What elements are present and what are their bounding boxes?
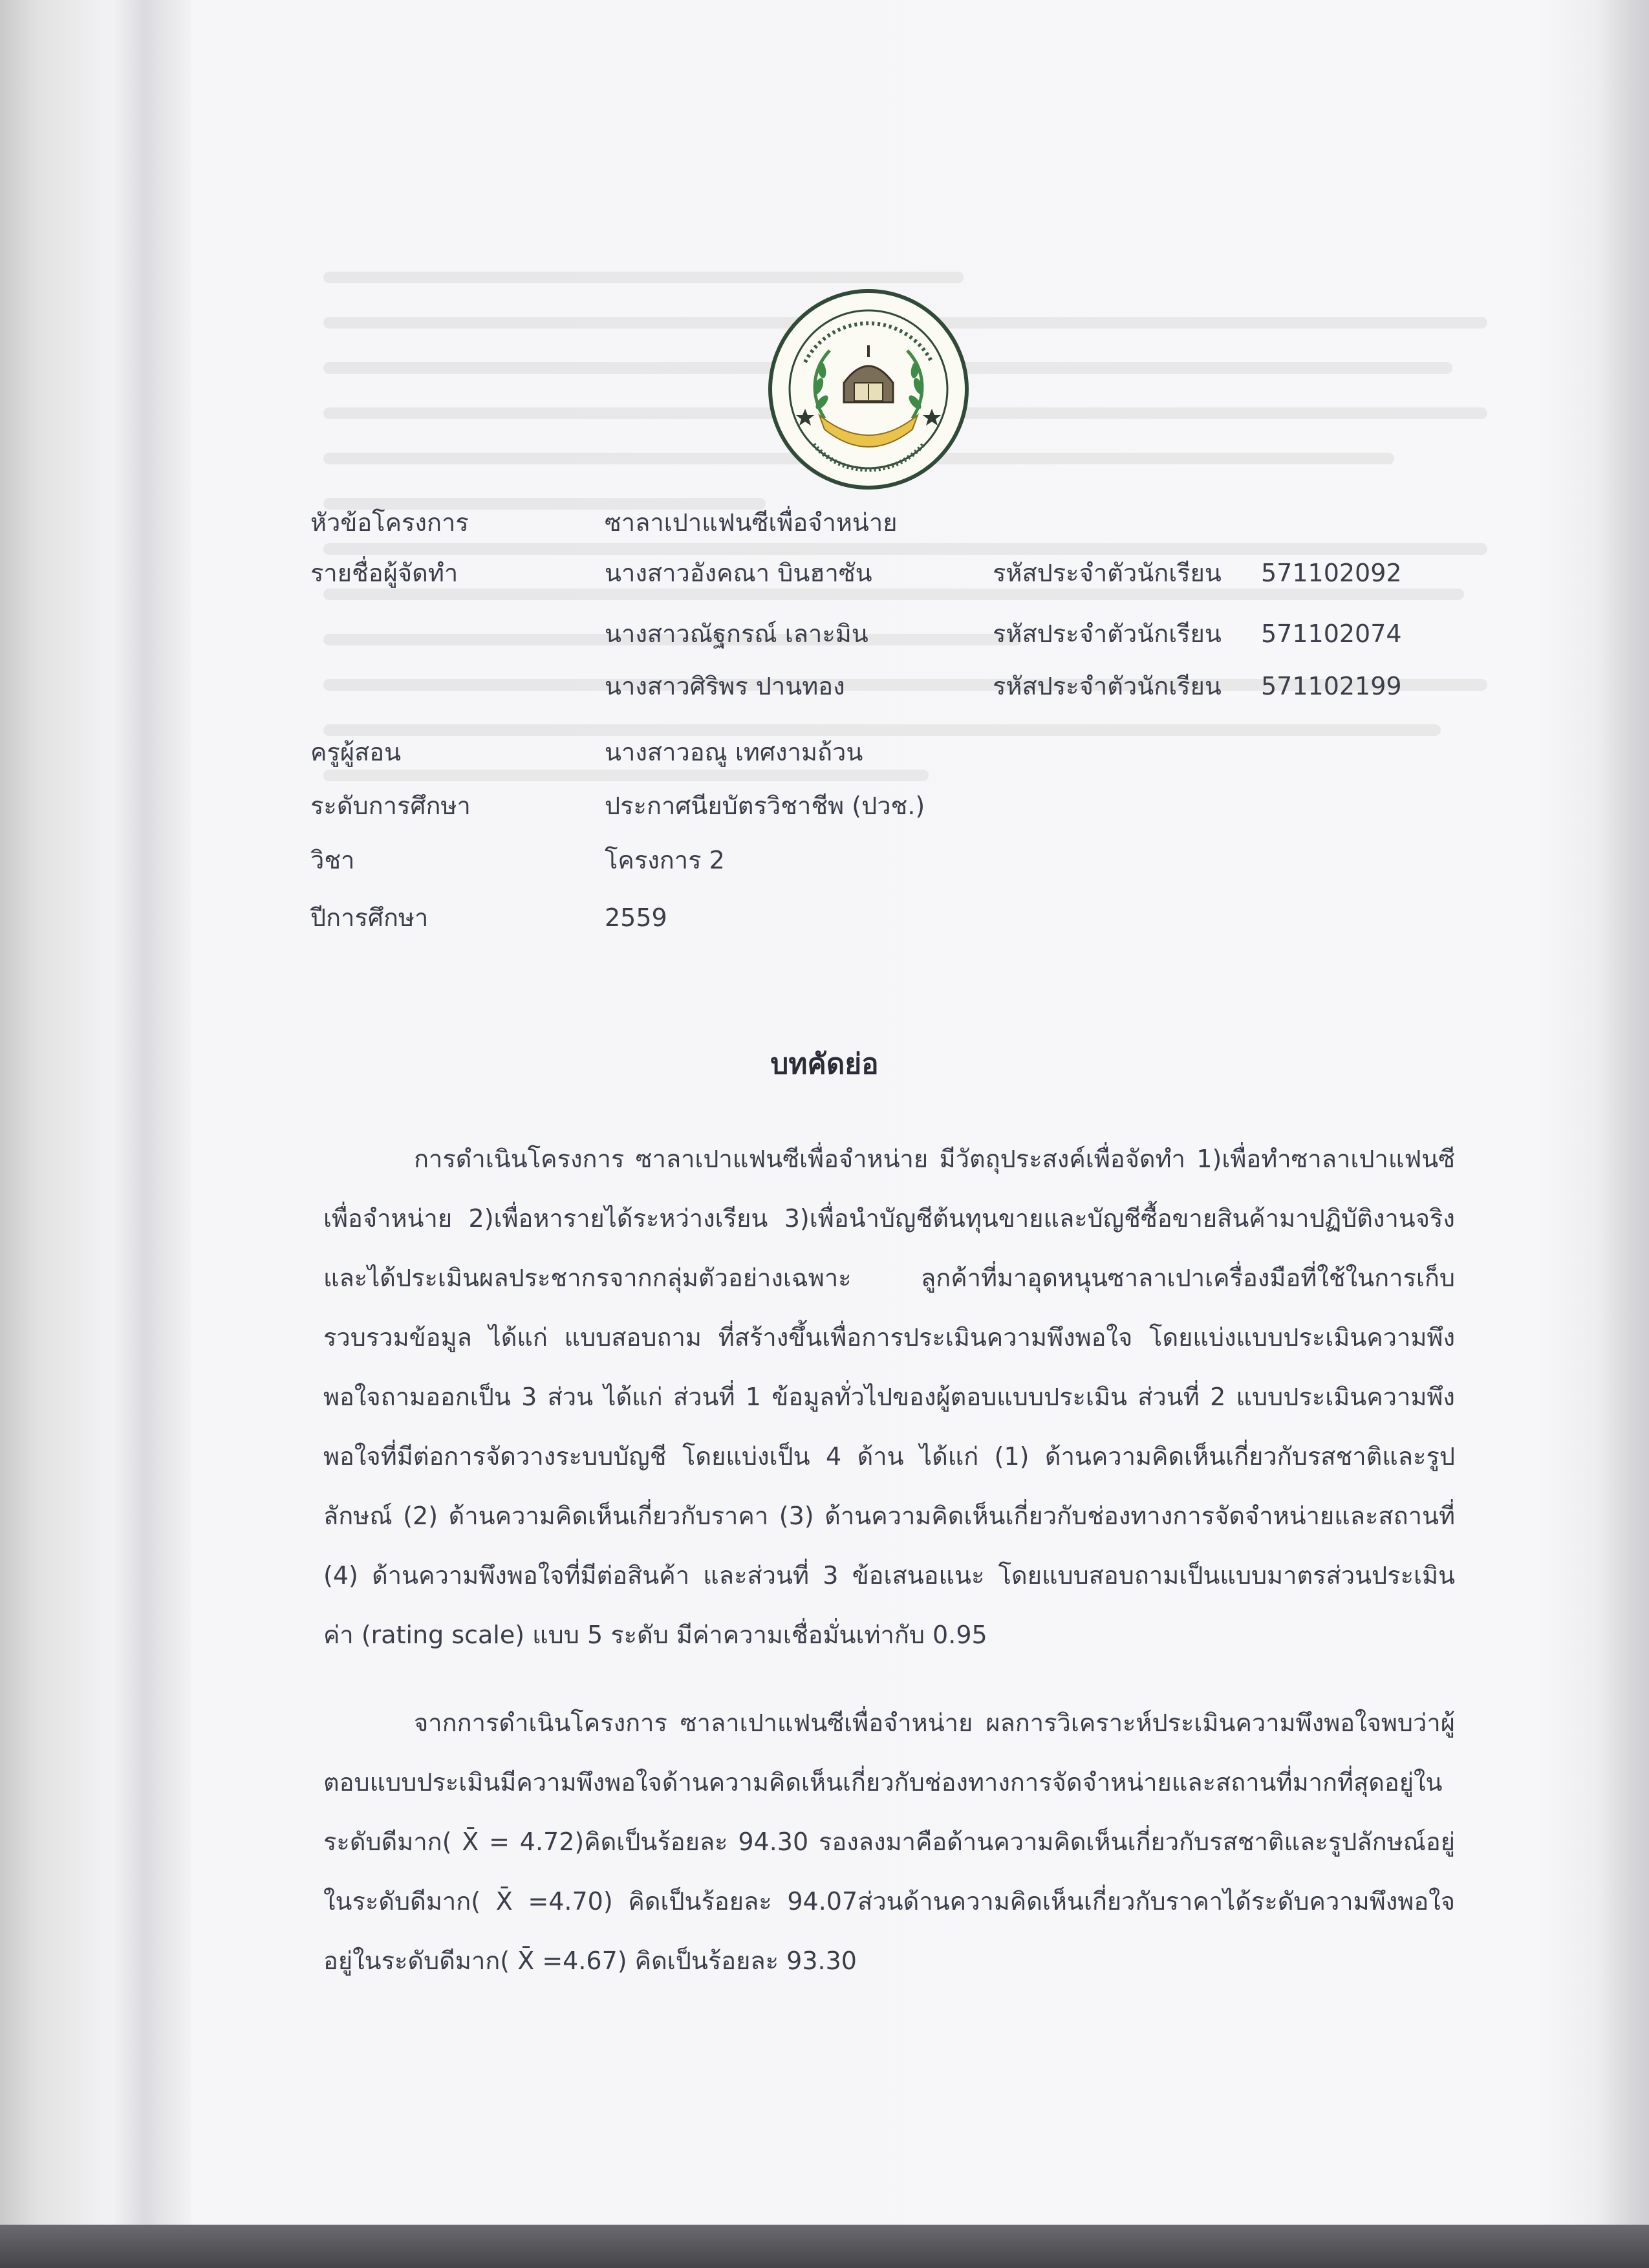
meta-label: ระดับการศึกษา: [310, 792, 471, 820]
abstract-paragraph-1: การดำเนินโครงการ ซาลาเปาแฟนซีเพื่อจำหน่าย มีวัตถุประสงค์เพื่อจัดทำ 1)เพื่อทำซาลาเปาแฟนซีเพื่อจำหน่าย 2)เพื่อหารายได้ระหว่างเรียน 3)เพื่อนำบัญชีต้นทุนขายและบัญชีซื้อขายสินค้ามาปฏิบัติงานจริงและได้ประเมินผลประชากรจากกลุ่มตัวอย่างเฉพาะ ลูกค้าที่มาอุดหนุนซาลาเปาเครื่องมือที่ใช้ในการเก็บรวบรวมข้อมูล ได้แก่ แบบสอบถาม ที่สร้างขึ้นเพื่อการประเมินความพึงพอใจ โดยแบ่งแบบประเมินความพึงพอใจถามออกเป็น 3 ส่วน ได้แก่ ส่วนที่ 1 ข้อมูลทั่วไปของผู้ตอบแบบประเมิน ส่วนที่ 2 แบบประเมินความพึงพอใจที่มีต่อการจัดวางระบบบัญชี โดยแบ่งเป็น 4 ด้าน ได้แก่ (1) ด้านความคิดเห็นเกี่ยวกับรสชาติและรูปลักษณ์ (2) ด้านความคิดเห็นเกี่ยวกับราคา (3) ด้านความคิดเห็นเกี่ยวกับช่องทางการจัดจำหน่ายและสถานที่ (4) ด้านความพึงพอใจที่มีต่อสินค้า และส่วนที่ 3 ข้อเสนอแนะ โดยแบบสอบถามเป็นแบบมาตรส่วนประเมินค่า (rating scale) แบบ 5 ระดับ มีค่าความเชื่อมั่นเท่ากับ 0.95: [323, 1145, 1455, 1649]
meta-value: โครงการ 2: [605, 846, 725, 874]
meta-value: ประกาศนียบัตรวิชาชีพ (ปวช.): [605, 792, 925, 820]
meta-label: วิชา: [310, 846, 355, 874]
scan-background: [0, 2225, 1649, 2268]
abstract-paragraph-2: จากการดำเนินโครงการ ซาลาเปาแฟนซีเพื่อจำหน่าย ผลการวิเคราะห์ประเมินความพึงพอใจพบว่าผู้ตอบแบบประเมินมีความพึงพอใจด้านความคิดเห็นเกี่ยวกับช่องทางการจัดจำหน่ายและสถานที่มากที่สุดอยู่ในระดับดีมาก( X̄ = 4.72)คิดเป็นร้อยละ 94.30 รองลงมาคือด้านความคิดเห็นเกี่ยวกับรสชาติและรูปลักษณ์อยู่ในระดับดีมาก( X̄ =4.70) คิดเป็นร้อยละ 94.07ส่วนด้านความคิดเห็นเกี่ยวกับราคาได้ระดับความพึงพอใจ อยู่ในระดับดีมาก( X̄ =4.67) คิดเป็นร้อยละ 93.30: [323, 1709, 1455, 1975]
student-id: 571102074: [1261, 620, 1402, 648]
binding-shadow: [113, 0, 191, 2225]
student-id-label: รหัสประจำตัวนักเรียน: [993, 559, 1222, 587]
meta-value: นางสาวอังคณา บินฮาซัน: [605, 559, 872, 587]
meta-value: นางสาวณัฐกรณ์ เลาะมิน: [605, 620, 868, 648]
school-emblem-icon: [765, 286, 972, 493]
meta-label: รายชื่อผู้จัดทำ: [310, 559, 458, 587]
student-id: 571102199: [1261, 672, 1402, 700]
meta-value: นางสาวอณู เทศงามถ้วน: [605, 738, 863, 766]
meta-value: นางสาวศิริพร ปานทอง: [605, 672, 845, 700]
student-id-label: รหัสประจำตัวนักเรียน: [993, 620, 1222, 648]
meta-label: ปีการศึกษา: [310, 903, 429, 932]
abstract-heading: บทคัดย่อ: [770, 1048, 879, 1081]
meta-value: 2559: [605, 903, 667, 932]
meta-label: ครูผู้สอน: [310, 738, 402, 766]
meta-value: ซาลาเปาแฟนซีเพื่อจำหน่าย: [605, 508, 898, 537]
page-edge-shadow: [1597, 0, 1649, 2225]
student-id-label: รหัสประจำตัวนักเรียน: [993, 672, 1222, 700]
meta-label: หัวข้อโครงการ: [310, 508, 469, 537]
student-id: 571102092: [1261, 559, 1402, 587]
